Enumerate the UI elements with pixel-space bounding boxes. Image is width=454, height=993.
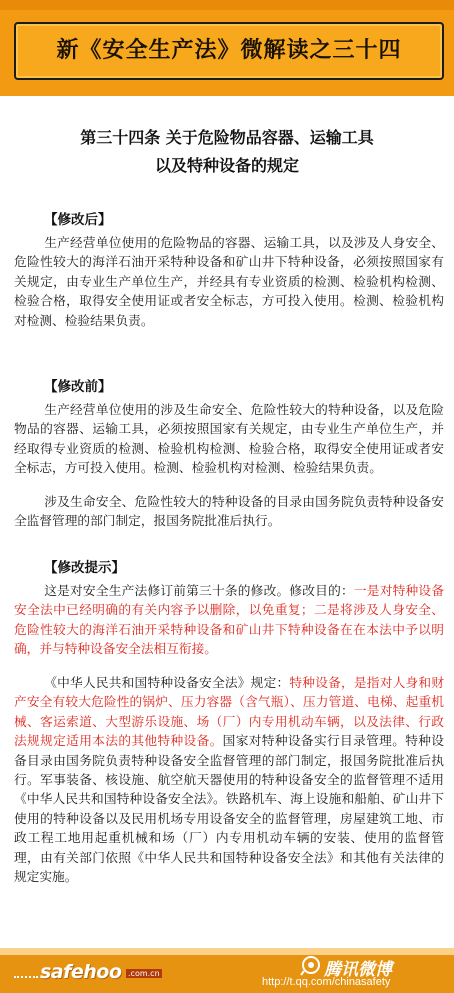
logo-tld: .com.cn <box>128 969 160 978</box>
weibo-icon <box>300 954 322 976</box>
before-text-2: 涉及生命安全、危险性较大的特种设备的目录由国务院负责特种设备安全监督管理的部门制定，报国务院批准后执行。 <box>14 494 444 529</box>
footer-highlight <box>0 948 454 955</box>
article-title-line2: 以及特种设备的规定 <box>154 156 299 175</box>
before-label: 【修改前】 <box>44 379 112 395</box>
logo-text: safehoo <box>40 961 122 983</box>
before-paragraph-2 <box>14 492 444 531</box>
weibo-text: 腾讯微博 <box>324 960 392 980</box>
before-text-1: 生产经营单位使用的涉及生命安全、危险性较大的特种设备，以及危险物品的容器、运输工具，必须按照国家有关规定，由专业生产单位生产，并经取得专业资质的检测、检验机构检测、检验合格，取得安全使用证或者安全标志，方可投入使用。检测、检验机构对检测、检验结果负责。 <box>14 402 444 476</box>
footer-bar <box>0 948 454 993</box>
article-title-line1: 第三十四条 关于危险物品容器、运输工具 <box>80 128 374 147</box>
banner-title-box <box>14 22 444 80</box>
after-label: 【修改后】 <box>44 212 112 228</box>
after-text: 生产经营单位使用的危险物品的容器、运输工具，以及涉及人身安全、危险性较大的海洋石油开采特种设备和矿山井下特种设备，必须按照国家有关规定，由专业生产单位生产，并经具有专业资质的检测、检验机构检测、检验合格，取得安全使用证或者安全标志，方可投入使用。检测、检验机构对检测、检验结果负责。 <box>14 235 444 328</box>
tips-p1-black: 这是对安全生产法修订前第三十条的修改。修改目的： <box>44 583 354 598</box>
weibo-url[interactable]: http://t.qq.com/chinasafety <box>262 976 391 988</box>
banner-title: 新《安全生产法》微解读之三十四 <box>56 38 402 63</box>
tips-p2-black1: 《中华人民共和国特种设备安全法》规定： <box>44 675 290 690</box>
logo-dots <box>14 976 38 984</box>
after-paragraph <box>14 233 444 330</box>
tips-p2-red: 特种设备，是指对人身和财产安全有较大危险性的锅炉、压力容器（含气瓶）、压力管道、电梯、起重机械、客运索道、大型游乐设施、场（厂）内专用机动车辆，以及法律、行政法规规定适用本法的其他特种设备。 <box>14 675 445 749</box>
tips-paragraph-1 <box>14 581 444 659</box>
article-title <box>0 124 454 180</box>
tips-p2-black2: 国家对特种设备实行目录管理。特种设备目录由国务院负责特种设备安全监督管理的部门制定，报国务院批准后执行。军事装备、核设施、航空航天器使用的特种设备安全的监督管理不适用《中华人民共和国特种设备安全法》。铁路机车、海上设施和船舶、矿山井下使用的特种设备以及民用机场专用设备安全的监督管理，房屋建筑工地、市政工程工地用起重机械和场（厂）内专用机动车辆的安装、使用的监督管理，由有关部门依照《中华人民共和国特种设备安全法》和其他有关法律的规定实施。 <box>14 733 444 885</box>
header-banner <box>0 0 454 96</box>
tips-p1-red: 一是对特种设备安全法中已经明确的有关内容予以删除，以免重复；二是将涉及人身安全、危险性较大的海洋石油开采特种设备和矿山井下特种设备在在本法中予以明确，并与特种设备安全法相互衔接。 <box>14 583 445 657</box>
before-paragraph-1 <box>14 400 444 478</box>
tips-paragraph-2 <box>14 673 444 886</box>
tips-label: 【修改提示】 <box>44 560 125 576</box>
banner-stripe <box>0 0 454 10</box>
